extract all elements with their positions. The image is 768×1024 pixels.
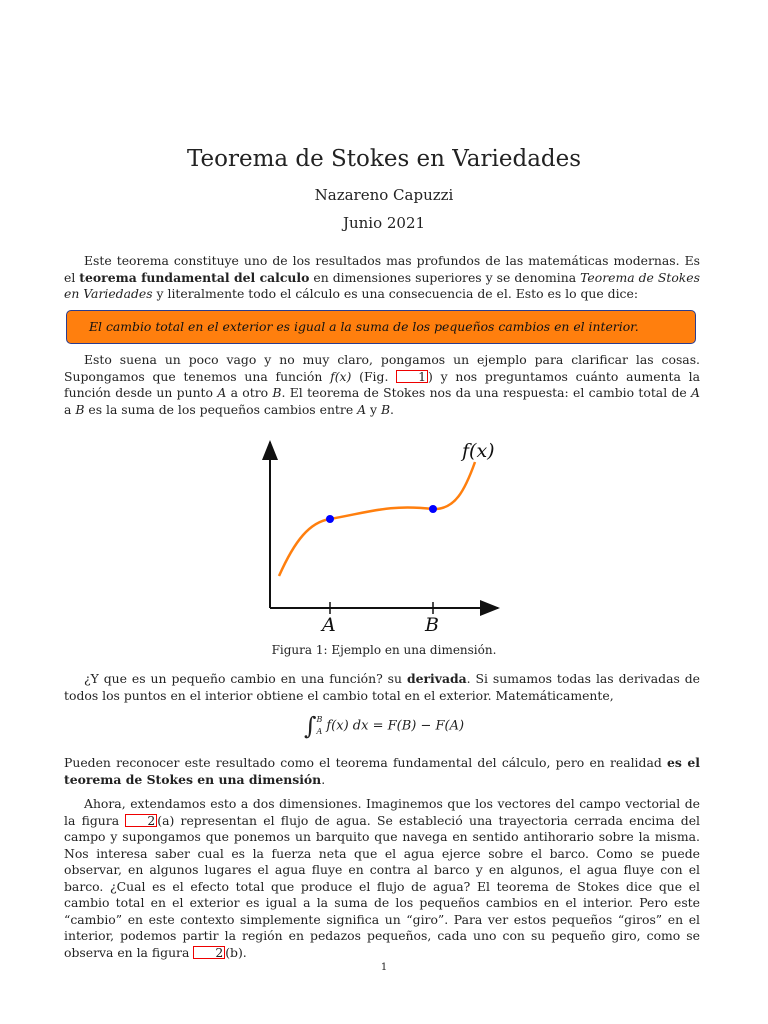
intro-text-2: en dimensiones superiores y se denomina (309, 269, 581, 285)
p2-a2: A (691, 385, 700, 400)
intro-paragraph (64, 253, 700, 303)
p4-text-1: Pueden reconocer este resultado como el teorema fundamental del cálculo, pero en realidad (64, 755, 667, 770)
two-dimension-paragraph (64, 796, 700, 961)
equation-body: f(x) dx = F(B) − F(A) (326, 718, 465, 734)
p2-text-7: es la suma de los pequeños cambios entre (84, 401, 358, 417)
p2-text-6: a (64, 401, 76, 417)
p2-text-5: . El teorema de Stokes nos da una respuesta: el cambio total de (281, 385, 692, 400)
p2-b1: B (272, 385, 282, 400)
p2-b3: B (380, 401, 391, 417)
p2-a1: A (217, 385, 227, 400)
figure-2-link[interactable]: 2 (125, 814, 157, 827)
p2-a3: A (357, 401, 367, 417)
stokes-1d-paragraph (64, 755, 700, 788)
point-a (326, 515, 334, 523)
date: Junio 2021 (342, 214, 426, 232)
intro-bold: teorema fundamental del calculo (79, 269, 310, 285)
figure-1-link[interactable]: 1 (396, 370, 428, 383)
p2-text-1: Esto suena un poco vago y no muy claro, pongamos un ejemplo para clarificar las cosas. Supongamos que tenemos una función (64, 352, 700, 384)
intro-italic: Teorema de Stokes en Variedades (64, 269, 700, 301)
p4-bold: es el teorema de Stokes en una dimensión (64, 755, 701, 787)
figure-2b-link[interactable]: 2 (193, 946, 225, 959)
p5-text-1: Ahora, extendamos esto a dos dimensiones. Imaginemos que los vectores del campo vectorial de la figura (64, 796, 700, 828)
example-paragraph (64, 352, 700, 418)
p3-bold: derivada (406, 671, 467, 686)
upper-limit: B (316, 715, 323, 724)
intro-text-1: Este teorema constituye uno de los resultados mas profundos de las matemáticas modernas. Es el (64, 253, 700, 285)
intro-text-3: y literalmente todo el cálculo es una consecuencia de el. Esto es lo que dice: (152, 286, 639, 301)
page-number: 1 (380, 962, 388, 973)
highlight-text: El cambio total en el exterior es igual a la suma de los pequeños cambios en el interior. (89, 319, 639, 334)
author: Nazareno Capuzzi (314, 186, 454, 204)
p3-text-2: . Si sumamos todas las derivadas de todos los puntos en el interior obtiene el cambio total en el exterior. Matemáticamente, (64, 671, 701, 703)
integral-sign: ∫ (303, 712, 317, 740)
function-curve (279, 462, 475, 576)
p3-text-1: ¿Y que es un pequeño cambio en una función? su (84, 671, 407, 686)
integral-limits (316, 714, 322, 738)
curve-label: f(x) (462, 440, 495, 462)
p5-text-2: (a) representan el flujo de agua. Se estableció una trayectoria cerrada encima del campo y supongamos que ponemos un barquito que navega en sentido antihorario sobre la misma. Nos interesa saber cual es la fuerza neta que el agua ejerce sobre el barco. Como se puede observar, en algunos lugares el agua fluye en contra al barco y en algunos, el agua fluye con el barco. ¿Cual es el efecto total que produce el flujo de agua? El teorema de Stokes dice que el cambio total en el exterior es igual a la suma de los pequeños cambios en el interior. Pero este “cambio” en este contexto simplemente significa un “giro”. Para ver estos pequeños “giros” en el interior, podemos partir la región en pedazos pequeños, cada uno con su pequeño giro, como se observa en la figura (64, 812, 700, 960)
x-label-a: A (322, 614, 336, 636)
equation (0, 712, 768, 740)
p2-text-3: ) y nos preguntamos cuánto aumenta la función desde un punto (64, 368, 700, 400)
p2-text-8: y (366, 401, 381, 417)
highlight-box (66, 310, 696, 344)
p2-text-2: (Fig. (351, 368, 397, 384)
figure-1 (250, 430, 520, 640)
p4-text-2: . (321, 771, 326, 787)
x-label-b: B (425, 614, 439, 636)
lower-limit: A (316, 727, 323, 736)
paper-title: Teorema de Stokes en Variedades (186, 146, 582, 172)
point-b (429, 505, 437, 513)
p2-text-9: . (390, 401, 394, 417)
derivative-paragraph (64, 671, 700, 704)
p5-text-3: (b). (225, 944, 247, 960)
p2-fx: f(x) (330, 368, 352, 384)
p2-b2: B (75, 401, 85, 417)
p2-text-4: a otro (226, 385, 273, 400)
figure-caption: Figura 1: Ejemplo en una dimensión. (271, 643, 497, 657)
